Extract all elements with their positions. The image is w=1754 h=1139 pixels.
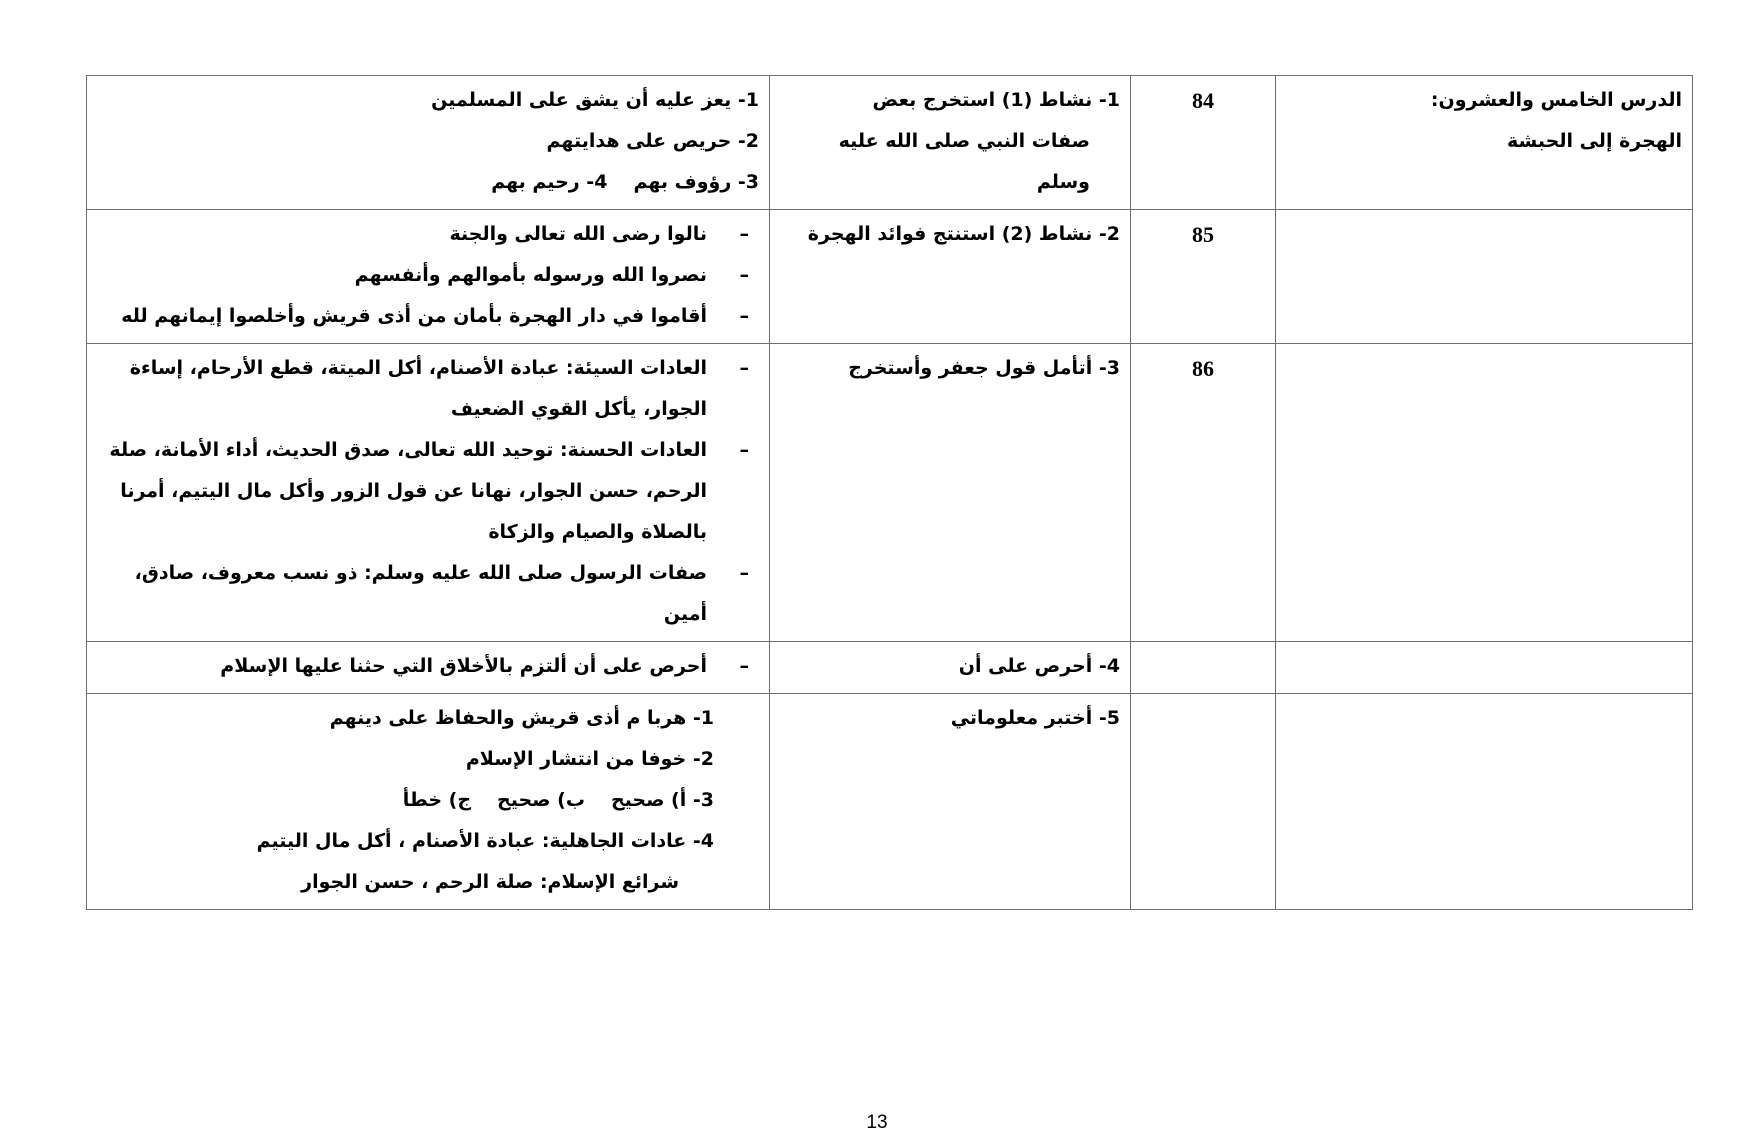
- answer-line: 1- يعز عليه أن يشق على المسلمين: [431, 89, 759, 111]
- answer-bullet: [97, 296, 759, 337]
- page-number-cell: [1131, 642, 1276, 694]
- answer-cell: [87, 76, 770, 210]
- answer-text: نالوا رضى الله تعالى والجنة: [449, 223, 707, 245]
- answer-line: 1- هربا م أذى قريش والحفاظ على دينهم: [329, 707, 714, 729]
- answer-line: [97, 162, 759, 203]
- answer-bullet: [97, 646, 759, 687]
- lesson-title-line: الهجرة إلى الحبشة: [1507, 130, 1682, 152]
- activity-cell: [770, 344, 1131, 642]
- table-row: [87, 344, 1693, 642]
- answer-text: صفات الرسول صلى الله عليه وسلم: ذو نسب معروف، صادق، أمين: [134, 562, 707, 625]
- table-row: [87, 642, 1693, 694]
- answer-cell: [87, 344, 770, 642]
- answer-text: أحرص على أن ألتزم بالأخلاق التي حثنا عليها الإسلام: [220, 655, 707, 677]
- page-footer-number: 13: [866, 1112, 888, 1133]
- dash-marker: –: [739, 562, 749, 584]
- page-number-cell: [1131, 694, 1276, 910]
- dash-marker: –: [739, 264, 749, 286]
- answer-text: العادات السيئة: عبادة الأصنام، أكل الميتة، قطع الأرحام، إساءة الجوار، يأكل القوي الضعيف: [129, 357, 707, 420]
- answer-line: شرائع الإسلام: صلة الرحم ، حسن الجوار: [301, 871, 679, 893]
- lesson-title-line: الدرس الخامس والعشرون:: [1430, 89, 1682, 111]
- answer-item: ب) صحيح: [497, 789, 585, 811]
- activity-line: 5- أختبر معلوماتي: [950, 707, 1120, 729]
- lesson-title-cell: [1276, 642, 1693, 694]
- activity-cell: [770, 76, 1131, 210]
- activity-cell: [770, 694, 1131, 910]
- lesson-title-cell: [1276, 76, 1693, 210]
- answer-line: 2- حريص على هدايتهم: [546, 130, 759, 152]
- table-row: [87, 210, 1693, 344]
- answer-text: أقاموا في دار الهجرة بأمان من أذى قريش وأخلصوا إيمانهم لله: [121, 305, 707, 327]
- answer-text: العادات الحسنة: توحيد الله تعالى، صدق الحديث، أداء الأمانة، صلة الرحم، حسن الجوار، نهانا عن قول الزور وأكل مال اليتيم، أمرنا بالصلاة والصيام والزكاة: [109, 439, 707, 543]
- page-number-cell: 86: [1131, 344, 1276, 642]
- answer-cell: [87, 210, 770, 344]
- answer-bullet: [97, 214, 759, 255]
- dash-marker: –: [739, 439, 749, 461]
- table-row: [87, 76, 1693, 210]
- page-number-cell: 85: [1131, 210, 1276, 344]
- lesson-title-cell: [1276, 210, 1693, 344]
- answer-item: ج) خطأ: [402, 789, 472, 811]
- lesson-title-cell: [1276, 344, 1693, 642]
- answer-item: 3- أ) صحيح: [610, 789, 714, 811]
- dash-marker: –: [739, 305, 749, 327]
- answer-bullet: [97, 348, 759, 430]
- activity-line: 4- أحرص على أن: [958, 655, 1120, 677]
- dash-marker: –: [739, 655, 749, 677]
- answer-bullet: [97, 430, 759, 553]
- activity-line: 1- نشاط (1) استخرج بعض: [872, 89, 1120, 111]
- answer-bullet: [97, 255, 759, 296]
- activity-line: وسلم: [1036, 171, 1090, 193]
- answer-cell: [87, 642, 770, 694]
- dash-marker: –: [739, 357, 749, 379]
- answer-bullet: [97, 553, 759, 635]
- lesson-answers-table: [86, 75, 1693, 910]
- lesson-title-cell: [1276, 694, 1693, 910]
- answer-item: 3- رؤوف بهم: [633, 171, 759, 193]
- activity-cell: [770, 642, 1131, 694]
- activity-cell: [770, 210, 1131, 344]
- answer-cell: [87, 694, 770, 910]
- activity-line: صفات النبي صلى الله عليه: [838, 130, 1090, 152]
- answer-text: نصروا الله ورسوله بأموالهم وأنفسهم: [354, 264, 707, 286]
- activity-line: 2- نشاط (2) استنتج فوائد الهجرة: [807, 223, 1120, 245]
- answer-item: 4- رحيم بهم: [491, 171, 608, 193]
- answer-line: 2- خوفا من انتشار الإسلام: [465, 748, 714, 770]
- page-number-cell: 84: [1131, 76, 1276, 210]
- dash-marker: –: [739, 223, 749, 245]
- answer-line: 4- عادات الجاهلية: عبادة الأصنام ، أكل مال اليتيم: [256, 830, 714, 852]
- table-row: [87, 694, 1693, 910]
- activity-line: 3- أتأمل قول جعفر وأستخرج: [848, 357, 1120, 379]
- answer-line: [97, 780, 759, 821]
